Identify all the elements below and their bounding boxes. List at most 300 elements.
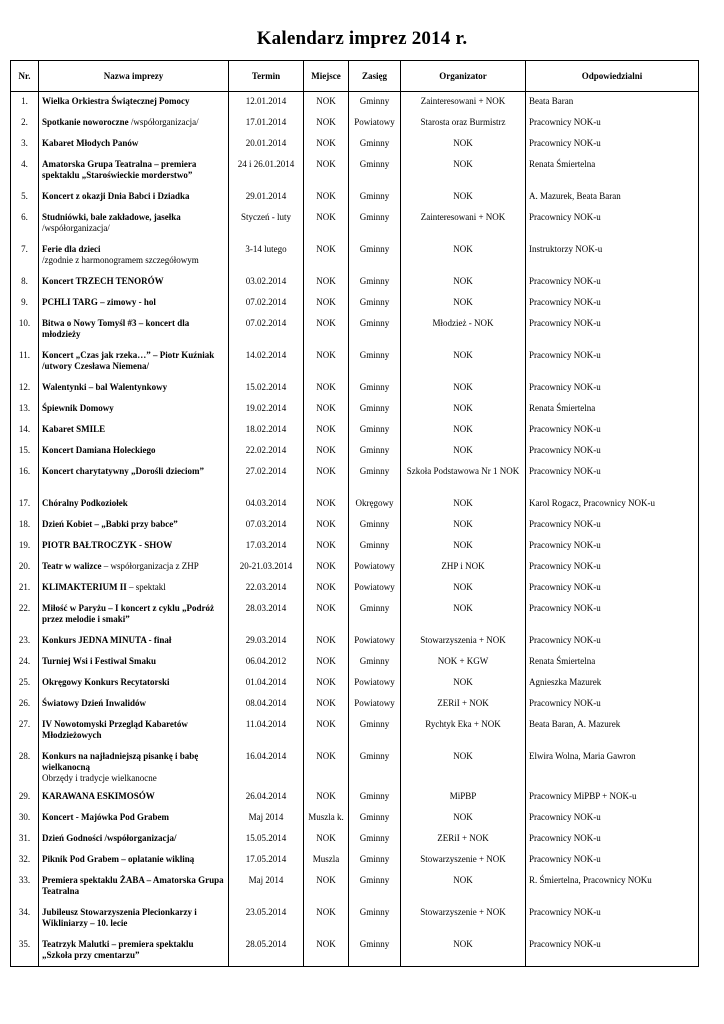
event-name: KLIMAKTERIUM II	[42, 581, 127, 592]
header-term: Termin	[229, 61, 304, 92]
event-place: NOK	[304, 113, 349, 134]
table-row	[11, 272, 699, 293]
event-name-cell	[39, 92, 229, 113]
table-row	[11, 420, 699, 441]
event-organizer: NOK	[401, 935, 526, 967]
event-scope: Gminny	[349, 272, 401, 293]
event-name-cell	[39, 935, 229, 967]
event-date: 16.04.2014	[229, 747, 304, 787]
event-name: Kabaret SMILE	[42, 423, 106, 434]
event-organizer: NOK	[401, 747, 526, 787]
event-name-cell	[39, 155, 229, 187]
row-number: 20.	[11, 557, 39, 578]
event-date: 23.05.2014	[229, 903, 304, 935]
event-responsible: Elwira Wolna, Maria Gawron	[526, 747, 699, 787]
event-place: NOK	[304, 272, 349, 293]
table-header-row	[11, 61, 699, 92]
event-organizer: NOK	[401, 399, 526, 420]
event-name-cell	[39, 420, 229, 441]
row-number: 22.	[11, 599, 39, 631]
table-row	[11, 578, 699, 599]
row-number: 13.	[11, 399, 39, 420]
event-date: 03.02.2014	[229, 272, 304, 293]
event-date: 3-14 lutego	[229, 240, 304, 272]
event-name: Turniej Wsi i Festiwal Smaku	[42, 655, 157, 666]
table-row	[11, 134, 699, 155]
event-name-cell	[39, 208, 229, 240]
event-date: 28.03.2014	[229, 599, 304, 631]
row-number: 5.	[11, 187, 39, 208]
event-organizer: NOK	[401, 134, 526, 155]
event-name: Dzień Godności /współorganizacja/	[42, 832, 177, 843]
table-row	[11, 346, 699, 378]
event-name: Kabaret Młodych Panów	[42, 137, 139, 148]
event-organizer: Młodzież - NOK	[401, 314, 526, 346]
event-place: NOK	[304, 536, 349, 557]
event-responsible: Pracownicy NOK-u	[526, 113, 699, 134]
event-organizer: NOK	[401, 272, 526, 293]
event-organizer: NOK	[401, 441, 526, 462]
event-date: 07.03.2014	[229, 515, 304, 536]
event-date: Maj 2014	[229, 808, 304, 829]
event-place: NOK	[304, 134, 349, 155]
event-scope: Gminny	[349, 652, 401, 673]
event-scope: Powiatowy	[349, 631, 401, 652]
table-row	[11, 829, 699, 850]
event-date: 12.01.2014	[229, 92, 304, 113]
event-scope: Gminny	[349, 715, 401, 747]
row-number: 6.	[11, 208, 39, 240]
table-row	[11, 240, 699, 272]
event-place: NOK	[304, 187, 349, 208]
event-organizer: NOK	[401, 187, 526, 208]
event-name-cell	[39, 715, 229, 747]
event-responsible: Pracownicy NOK-u	[526, 536, 699, 557]
event-name-cell	[39, 293, 229, 314]
event-date: 22.03.2014	[229, 578, 304, 599]
table-row	[11, 787, 699, 808]
event-name: Bitwa o Nowy Tomyśl #3 – koncert dla młodzieży	[42, 317, 190, 339]
event-responsible: Karol Rogacz, Pracownicy NOK-u	[526, 494, 699, 515]
event-scope: Gminny	[349, 935, 401, 967]
event-responsible: Pracownicy MiPBP + NOK-u	[526, 787, 699, 808]
event-date: 20.01.2014	[229, 134, 304, 155]
event-organizer: Zainteresowani + NOK	[401, 208, 526, 240]
table-row	[11, 652, 699, 673]
event-place: NOK	[304, 673, 349, 694]
event-organizer: NOK	[401, 673, 526, 694]
event-name: Spotkanie noworoczne	[42, 116, 129, 127]
event-name: Konkurs na najładniejszą pisankę i babę wielkanocną	[42, 750, 199, 772]
event-scope: Gminny	[349, 599, 401, 631]
event-responsible: Renata Śmiertelna	[526, 399, 699, 420]
event-scope: Powiatowy	[349, 557, 401, 578]
event-name-cell	[39, 346, 229, 378]
event-date: 29.03.2014	[229, 631, 304, 652]
event-date: 15.05.2014	[229, 829, 304, 850]
event-responsible: Pracownicy NOK-u	[526, 134, 699, 155]
events-table	[10, 60, 699, 967]
event-organizer: NOK + KGW	[401, 652, 526, 673]
event-date: 08.04.2014	[229, 694, 304, 715]
row-number: 7.	[11, 240, 39, 272]
event-scope: Gminny	[349, 378, 401, 399]
event-responsible: Pracownicy NOK-u	[526, 631, 699, 652]
event-organizer: Stowarzyszenie + NOK	[401, 850, 526, 871]
event-responsible: Pracownicy NOK-u	[526, 578, 699, 599]
table-row	[11, 557, 699, 578]
row-number: 33.	[11, 871, 39, 903]
event-date: 19.02.2014	[229, 399, 304, 420]
row-number: 12.	[11, 378, 39, 399]
event-responsible: Pracownicy NOK-u	[526, 293, 699, 314]
event-organizer: NOK	[401, 378, 526, 399]
event-name: Teatrzyk Malutki – premiera spektaklu „Szkoła przy cmentarzu”	[42, 938, 194, 960]
event-organizer: ZHP i NOK	[401, 557, 526, 578]
event-name: Światowy Dzień Inwalidów	[42, 697, 147, 708]
event-name: Koncert charytatywny „Dorośli dzieciom”	[42, 465, 205, 476]
event-date: 14.02.2014	[229, 346, 304, 378]
row-number: 11.	[11, 346, 39, 378]
event-name: KARAWANA ESKIMOSÓW	[42, 790, 155, 801]
event-name: Śpiewnik Domowy	[42, 402, 114, 413]
event-scope: Gminny	[349, 92, 401, 113]
event-place: NOK	[304, 652, 349, 673]
event-scope: Gminny	[349, 787, 401, 808]
table-row	[11, 92, 699, 113]
event-name-cell	[39, 399, 229, 420]
event-date: Styczeń - luty	[229, 208, 304, 240]
event-responsible: Instruktorzy NOK-u	[526, 240, 699, 272]
event-place: NOK	[304, 420, 349, 441]
event-organizer: Stowarzyszenie + NOK	[401, 903, 526, 935]
event-name: Chóralny Podkoziołek	[42, 497, 128, 508]
event-responsible: Pracownicy NOK-u	[526, 441, 699, 462]
event-date: 24 i 26.01.2014	[229, 155, 304, 187]
row-number: 29.	[11, 787, 39, 808]
event-place: NOK	[304, 829, 349, 850]
row-number: 9.	[11, 293, 39, 314]
event-scope: Gminny	[349, 829, 401, 850]
event-name-cell	[39, 494, 229, 515]
table-row	[11, 747, 699, 787]
event-scope: Gminny	[349, 903, 401, 935]
row-number: 3.	[11, 134, 39, 155]
event-scope: Gminny	[349, 134, 401, 155]
event-place: NOK	[304, 155, 349, 187]
table-row	[11, 850, 699, 871]
row-number: 30.	[11, 808, 39, 829]
event-date: 04.03.2014	[229, 494, 304, 515]
event-name: Studniówki, bale zakładowe, jasełka	[42, 211, 181, 222]
event-name: Ferie dla dzieci	[42, 243, 101, 254]
event-name-note: – współorganizacja z ZHP	[101, 560, 199, 571]
event-name-cell	[39, 631, 229, 652]
event-scope: Powiatowy	[349, 673, 401, 694]
event-name-cell	[39, 871, 229, 903]
event-name-cell	[39, 652, 229, 673]
event-place: NOK	[304, 631, 349, 652]
event-responsible: Pracownicy NOK-u	[526, 515, 699, 536]
event-scope: Powiatowy	[349, 694, 401, 715]
event-place: NOK	[304, 747, 349, 787]
row-number: 26.	[11, 694, 39, 715]
row-number: 31.	[11, 829, 39, 850]
event-place: NOK	[304, 903, 349, 935]
event-responsible: Pracownicy NOK-u	[526, 599, 699, 631]
row-number: 2.	[11, 113, 39, 134]
table-row	[11, 673, 699, 694]
event-name: Koncert - Majówka Pod Grabem	[42, 811, 169, 822]
event-name: Jubileusz Stowarzyszenia Plecionkarzy i Wikliniarzy – 10. lecie	[42, 906, 197, 928]
table-row	[11, 715, 699, 747]
row-number: 25.	[11, 673, 39, 694]
event-name: Koncert TRZECH TENORÓW	[42, 275, 164, 286]
header-responsible: Odpowiedzialni	[526, 61, 699, 92]
row-number: 1.	[11, 92, 39, 113]
event-date: 22.02.2014	[229, 441, 304, 462]
event-organizer: Stowarzyszenia + NOK	[401, 631, 526, 652]
event-place: NOK	[304, 515, 349, 536]
row-number: 34.	[11, 903, 39, 935]
event-date: 01.04.2014	[229, 673, 304, 694]
event-place: NOK	[304, 787, 349, 808]
event-name: Okręgowy Konkurs Recytatorski	[42, 676, 170, 687]
event-name: Koncert „Czas jak rzeka…” – Piotr Kuźniak /utwory Czesława Niemena/	[42, 349, 215, 371]
event-name-cell	[39, 134, 229, 155]
event-scope: Gminny	[349, 747, 401, 787]
event-place: NOK	[304, 208, 349, 240]
event-scope: Gminny	[349, 536, 401, 557]
event-name-cell	[39, 599, 229, 631]
event-place: NOK	[304, 462, 349, 494]
event-name-note: /zgodnie z harmonogramem szczegółowym	[42, 254, 199, 265]
table-row	[11, 378, 699, 399]
event-responsible: Pracownicy NOK-u	[526, 314, 699, 346]
row-number: 4.	[11, 155, 39, 187]
event-organizer: NOK	[401, 346, 526, 378]
event-organizer: NOK	[401, 494, 526, 515]
event-name-note: – spektakl	[126, 581, 166, 592]
event-name-cell	[39, 829, 229, 850]
event-responsible: R. Śmiertelna, Pracownicy NOKu	[526, 871, 699, 903]
event-place: Muszla	[304, 850, 349, 871]
event-organizer: NOK	[401, 536, 526, 557]
event-date: 26.04.2014	[229, 787, 304, 808]
event-scope: Gminny	[349, 399, 401, 420]
event-scope: Gminny	[349, 240, 401, 272]
event-name: Dzień Kobiet – „Babki przy babce”	[42, 518, 178, 529]
event-name-note: Obrzędy i tradycje wielkanocne	[42, 772, 157, 783]
event-scope: Okręgowy	[349, 494, 401, 515]
event-name-cell	[39, 694, 229, 715]
table-row	[11, 808, 699, 829]
event-responsible: Pracownicy NOK-u	[526, 808, 699, 829]
event-name: Wielka Orkiestra Świątecznej Pomocy	[42, 96, 190, 106]
event-place: NOK	[304, 557, 349, 578]
event-responsible: Pracownicy NOK-u	[526, 850, 699, 871]
event-organizer: MiPBP	[401, 787, 526, 808]
event-date: 17.01.2014	[229, 113, 304, 134]
event-name: PCHLI TARG – zimowy - hol	[42, 296, 156, 307]
event-scope: Gminny	[349, 293, 401, 314]
header-scope: Zasięg	[349, 61, 401, 92]
event-name-cell	[39, 673, 229, 694]
event-name: Teatr w walizce	[42, 560, 102, 571]
event-responsible: Pracownicy NOK-u	[526, 462, 699, 494]
event-name-cell	[39, 787, 229, 808]
table-row	[11, 871, 699, 903]
event-name: Amatorska Grupa Teatralna – premiera spektaklu „Staroświeckie morderstwo”	[42, 158, 197, 180]
event-name: Walentynki – bal Walentynkowy	[42, 381, 168, 392]
event-name: Koncert z okazji Dnia Babci i Dziadka	[42, 190, 190, 201]
row-number: 19.	[11, 536, 39, 557]
table-row	[11, 515, 699, 536]
event-date: Maj 2014	[229, 871, 304, 903]
event-organizer: NOK	[401, 871, 526, 903]
event-name-cell	[39, 536, 229, 557]
event-organizer: NOK	[401, 155, 526, 187]
event-name-cell	[39, 903, 229, 935]
event-responsible: Beata Baran	[526, 92, 699, 113]
event-place: NOK	[304, 935, 349, 967]
header-nr: Nr.	[11, 61, 39, 92]
event-date: 27.02.2014	[229, 462, 304, 494]
event-place: NOK	[304, 694, 349, 715]
event-name: IV Nowotomyski Przegląd Kabaretów Młodzieżowych	[42, 718, 188, 740]
event-place: NOK	[304, 378, 349, 399]
row-number: 28.	[11, 747, 39, 787]
event-date: 17.03.2014	[229, 536, 304, 557]
table-row	[11, 599, 699, 631]
event-place: NOK	[304, 314, 349, 346]
table-row	[11, 494, 699, 515]
event-place: NOK	[304, 494, 349, 515]
event-organizer: NOK	[401, 240, 526, 272]
event-name-cell	[39, 441, 229, 462]
event-place: NOK	[304, 240, 349, 272]
event-scope: Powiatowy	[349, 113, 401, 134]
event-date: 07.02.2014	[229, 293, 304, 314]
event-name: Koncert Damiana Holeckiego	[42, 444, 156, 455]
event-date: 28.05.2014	[229, 935, 304, 967]
event-scope: Gminny	[349, 515, 401, 536]
row-number: 24.	[11, 652, 39, 673]
event-scope: Gminny	[349, 155, 401, 187]
event-name-cell	[39, 578, 229, 599]
row-number: 10.	[11, 314, 39, 346]
event-organizer: ZERiI + NOK	[401, 694, 526, 715]
event-organizer: NOK	[401, 420, 526, 441]
row-number: 32.	[11, 850, 39, 871]
row-number: 23.	[11, 631, 39, 652]
event-place: Muszla k.	[304, 808, 349, 829]
event-name-cell	[39, 378, 229, 399]
event-date: 18.02.2014	[229, 420, 304, 441]
table-row	[11, 314, 699, 346]
event-name: Piknik Pod Grabem – oplatanie wikliną	[42, 853, 195, 864]
event-responsible: Renata Śmiertelna	[526, 155, 699, 187]
event-organizer: NOK	[401, 515, 526, 536]
row-number: 17.	[11, 494, 39, 515]
event-responsible: Pracownicy NOK-u	[526, 557, 699, 578]
event-scope: Powiatowy	[349, 578, 401, 599]
event-name-cell	[39, 314, 229, 346]
event-name-cell	[39, 747, 229, 787]
event-organizer: ZERiI + NOK	[401, 829, 526, 850]
table-row	[11, 155, 699, 187]
header-organizer: Organizator	[401, 61, 526, 92]
event-scope: Gminny	[349, 462, 401, 494]
event-name: Premiera spektaklu ŻABA – Amatorska Grupa Teatralna	[42, 874, 224, 896]
header-place: Miejsce	[304, 61, 349, 92]
table-row	[11, 187, 699, 208]
event-name-note: /współorganizacja/	[42, 222, 110, 233]
event-organizer: Zainteresowani + NOK	[401, 92, 526, 113]
event-place: NOK	[304, 715, 349, 747]
row-number: 15.	[11, 441, 39, 462]
event-responsible: A. Mazurek, Beata Baran	[526, 187, 699, 208]
event-date: 15.02.2014	[229, 378, 304, 399]
table-row	[11, 631, 699, 652]
document-title: Kalendarz imprez 2014 r.	[256, 28, 468, 49]
row-number: 14.	[11, 420, 39, 441]
event-name-cell	[39, 850, 229, 871]
row-number: 16.	[11, 462, 39, 494]
table-row	[11, 935, 699, 967]
event-scope: Gminny	[349, 208, 401, 240]
event-organizer: NOK	[401, 808, 526, 829]
event-place: NOK	[304, 399, 349, 420]
event-responsible: Pracownicy NOK-u	[526, 272, 699, 293]
table-row	[11, 462, 699, 494]
event-scope: Gminny	[349, 420, 401, 441]
table-row	[11, 903, 699, 935]
event-responsible: Pracownicy NOK-u	[526, 935, 699, 967]
event-date: 06.04.2012	[229, 652, 304, 673]
event-name-cell	[39, 462, 229, 494]
event-scope: Gminny	[349, 850, 401, 871]
table-row	[11, 293, 699, 314]
event-place: NOK	[304, 871, 349, 903]
event-name-cell	[39, 557, 229, 578]
event-place: NOK	[304, 578, 349, 599]
event-name-cell	[39, 240, 229, 272]
event-responsible: Pracownicy NOK-u	[526, 378, 699, 399]
event-date: 07.02.2014	[229, 314, 304, 346]
event-name-cell	[39, 272, 229, 293]
event-place: NOK	[304, 599, 349, 631]
event-name: PIOTR BAŁTROCZYK - SHOW	[42, 539, 173, 550]
event-name-cell	[39, 808, 229, 829]
event-responsible: Beata Baran, A. Mazurek	[526, 715, 699, 747]
event-date: 20-21.03.2014	[229, 557, 304, 578]
event-scope: Gminny	[349, 346, 401, 378]
event-organizer: NOK	[401, 293, 526, 314]
event-scope: Gminny	[349, 808, 401, 829]
table-row	[11, 113, 699, 134]
event-name-cell	[39, 515, 229, 536]
table-row	[11, 536, 699, 557]
event-place: NOK	[304, 346, 349, 378]
event-organizer: Szkoła Podstawowa Nr 1 NOK	[401, 462, 526, 494]
event-organizer: Rychtyk Eka + NOK	[401, 715, 526, 747]
row-number: 27.	[11, 715, 39, 747]
event-scope: Gminny	[349, 187, 401, 208]
event-scope: Gminny	[349, 441, 401, 462]
table-row	[11, 208, 699, 240]
event-responsible: Pracownicy NOK-u	[526, 420, 699, 441]
